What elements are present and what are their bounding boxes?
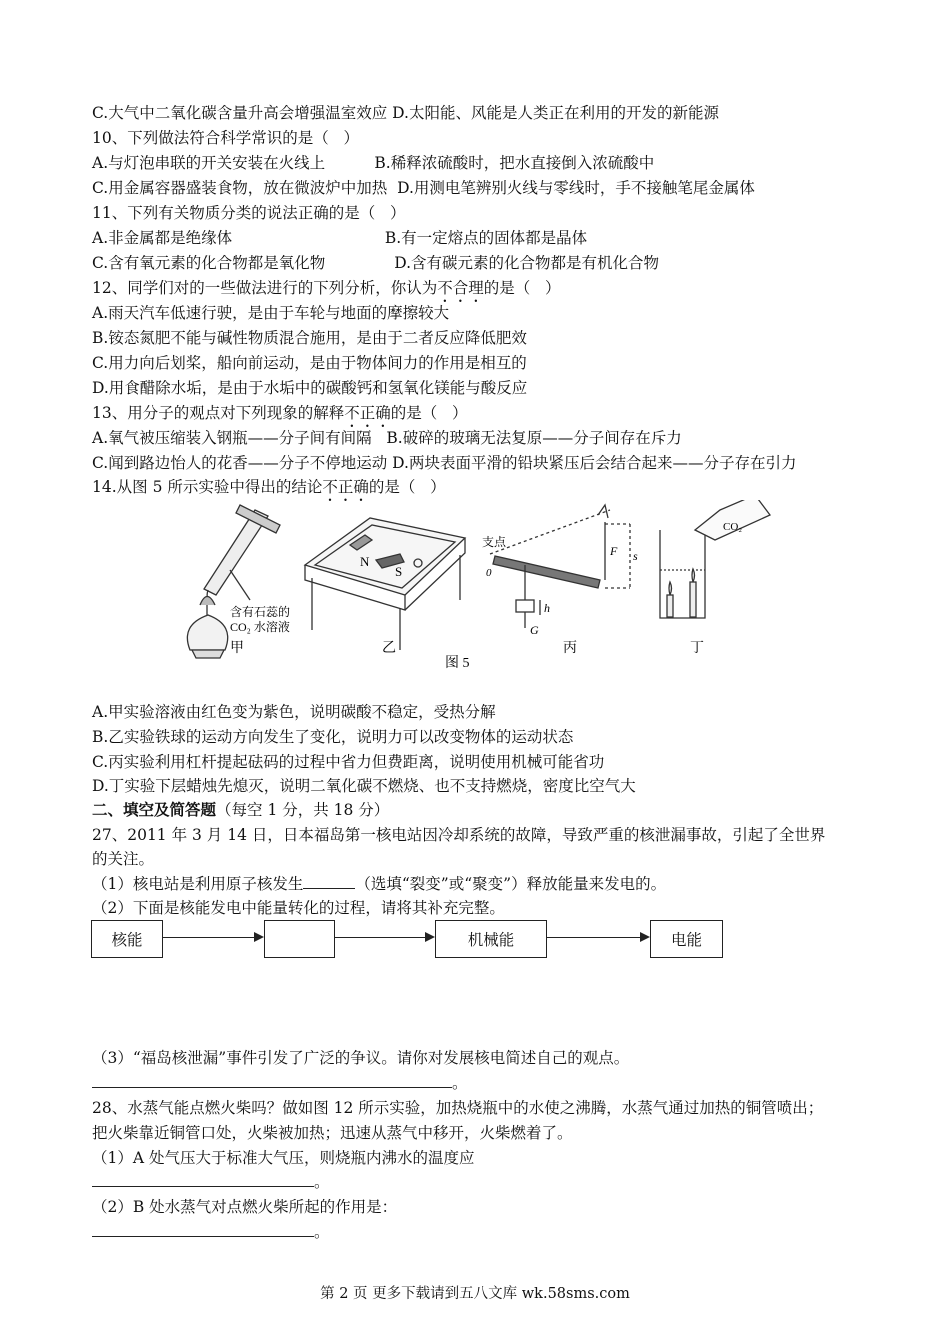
label-ding: 丁 <box>690 641 704 656</box>
yi-north: N <box>360 554 370 569</box>
experiment-yi <box>305 518 465 650</box>
question-27-line-1: 27、2011 年 3 月 14 日，日本福岛第一核电站因冷却系统的故障，导致严重的核泄漏事故，引起了全世界 <box>92 826 826 844</box>
bing-force: F <box>610 544 618 558</box>
answer-line-28-2 <box>92 1222 330 1242</box>
section-2-heading <box>92 800 389 820</box>
answer-blank-27-1[interactable] <box>303 888 355 889</box>
flow-arrow-2 <box>334 937 433 938</box>
q27-1-post: （选填“裂变”或“聚变”）释放能量来发电的。 <box>355 875 667 893</box>
figure-5 <box>160 500 800 695</box>
answer-blank-27-3[interactable] <box>92 1087 452 1088</box>
jia-note-2: CO₂ 水溶液 <box>230 620 290 634</box>
jia-note-1: 含有石蕊的 <box>230 605 291 619</box>
question-10-options-cd: C.用金属容器盛装食物，放在微波炉中加热 D.用测电笔辨别火线与零线时，手不接触笔尾金属体 <box>92 179 755 197</box>
bing-distance: s <box>633 549 638 563</box>
question-10-options-ab: A.与灯泡串联的开关安装在火线上 B.稀释浓硫酸时，把水直接倒入浓硫酸中 <box>92 154 655 172</box>
question-11-options-ab: A.非金属都是绝缘体 B.有一定熔点的固体都是晶体 <box>92 229 588 247</box>
question-27-part-1 <box>92 874 666 894</box>
q12-post: 的是（ ） <box>483 279 561 297</box>
flow-arrow-1 <box>162 937 262 938</box>
bing-fulcrum: 支点 <box>482 535 507 549</box>
question-11-options-cd: C.含有氧元素的化合物都是氧化物 D.含有碳元素的化合物都是有机化合物 <box>92 254 660 272</box>
question-27-part-2: （2）下面是核能发电中能量转化的过程，请将其补充完整。 <box>92 899 505 917</box>
label-yi: 乙 <box>382 641 396 656</box>
experiment-bing <box>490 505 630 628</box>
q13-post: 的是（ ） <box>390 404 468 422</box>
question-10: 10、下列做法符合科学常识的是（ ） <box>92 129 360 147</box>
answer-blank-28-2[interactable] <box>92 1236 314 1237</box>
section-2-title: 二、填空及简答题 <box>92 800 217 819</box>
question-14-option-d: D.丁实验下层蜡烛先熄灭，说明二氧化碳不燃烧、也不支持燃烧，密度比空气大 <box>92 777 636 795</box>
flow-box-mechanical: 机械能 <box>435 920 547 958</box>
bing-origin: 0 <box>486 567 492 579</box>
q27-1-pre: （1）核电站是利用原子核发生 <box>92 875 304 893</box>
question-27-part-3: （3）“福岛核泄漏”事件引发了广泛的争议。请你对发展核电简述自己的观点。 <box>92 1049 630 1067</box>
figure-caption: 图 5 <box>445 656 470 671</box>
page-footer: 第 2 页 更多下载请到五八文库 wk.58sms.com <box>320 1286 630 1302</box>
answer-blank-28-1[interactable] <box>92 1186 314 1187</box>
flow-box-blank[interactable] <box>264 920 335 958</box>
question-12 <box>92 278 561 306</box>
question-14-option-b: B.乙实验铁球的运动方向发生了变化，说明力可以改变物体的运动状态 <box>92 728 574 746</box>
question-12-option-a: A.雨天汽车低速行驶，是由于车轮与地面的摩擦较大 <box>92 304 450 322</box>
question-28-line-2: 把火柴靠近铜管口处，火柴被加热；迅速从蒸气中移开，火柴燃着了。 <box>92 1124 573 1142</box>
question-13-options-ab: A.氧气被压缩装入钢瓶——分子间有间隔 B.破碎的玻璃无法复原——分子间存在斥力 <box>92 429 682 447</box>
question-12-option-c: C.用力向后划桨，船向前运动，是由于物体间力的作用是相互的 <box>92 354 527 372</box>
q14-post: 的是（ ） <box>368 478 446 496</box>
q14-emphasis: 不正确 <box>322 478 369 496</box>
q14-pre: 14.从图 5 所示实验中得出的结论 <box>92 478 323 496</box>
question-28-line-1: 28、水蒸气能点燃火柴吗？做如图 12 所示实验，加热烧瓶中的水使之沸腾，水蒸气通过加热的铜管喷出； <box>92 1099 824 1117</box>
label-bing: 丙 <box>563 641 577 656</box>
question-11: 11、下列有关物质分类的说法正确的是（ ） <box>92 204 406 222</box>
question-12-option-d: D.用食醋除水垢，是由于水垢中的碳酸钙和氢氧化镁能与酸反应 <box>92 379 528 397</box>
q13-emphasis: 不正确 <box>344 404 391 422</box>
bing-gravity: G <box>530 623 539 637</box>
question-28-part-1: （1）A 处气压大于标准大气压，则烧瓶内沸水的温度应 <box>92 1149 475 1167</box>
experiment-ding <box>660 500 770 618</box>
period: 。 <box>452 1074 468 1092</box>
question-12-option-b: B.铵态氮肥不能与碱性物质混合施用，是由于二者反应降低肥效 <box>92 329 527 347</box>
flow-arrow-3 <box>546 937 648 938</box>
period: 。 <box>314 1173 330 1191</box>
question-27-line-2: 的关注。 <box>92 850 155 868</box>
q12-emphasis: 不合理 <box>437 279 484 297</box>
answer-line-27-3 <box>92 1073 468 1093</box>
ding-co2: CO₂ <box>723 521 743 533</box>
answer-line-28-1 <box>92 1172 330 1192</box>
flow-box-electric: 电能 <box>650 920 723 958</box>
bing-height: h <box>544 601 550 615</box>
yi-south: S <box>395 564 403 579</box>
question-13 <box>92 403 468 431</box>
flow-box-nuclear: 核能 <box>91 920 163 958</box>
experiment-jia <box>187 505 280 658</box>
question-14-option-a: A.甲实验溶液由红色变为紫色，说明碳酸不稳定，受热分解 <box>92 703 496 721</box>
question-14-option-c: C.丙实验利用杠杆提起砝码的过程中省力但费距离，说明使用机械可能省功 <box>92 753 605 771</box>
question-28-part-2: （2）B 处水蒸气对点燃火柴所起的作用是： <box>92 1198 398 1216</box>
section-2-score: （每空 1 分，共 18 分） <box>216 801 390 819</box>
label-jia: 甲 <box>230 641 244 656</box>
q12-pre: 12、同学们对的一些做法进行的下列分析，你认为 <box>92 279 438 297</box>
option-line: C.大气中二氧化碳含量升高会增强温室效应 D.太阳能、风能是人类正在利用的开发的新能源 <box>92 104 719 122</box>
q13-pre: 13、用分子的观点对下列现象的解释 <box>92 404 345 422</box>
period: 。 <box>314 1223 330 1241</box>
question-13-options-cd: C.闻到路边怡人的花香——分子不停地运动 D.两块表面平滑的铅块紧压后会结合起来——分子存在引力 <box>92 454 797 472</box>
